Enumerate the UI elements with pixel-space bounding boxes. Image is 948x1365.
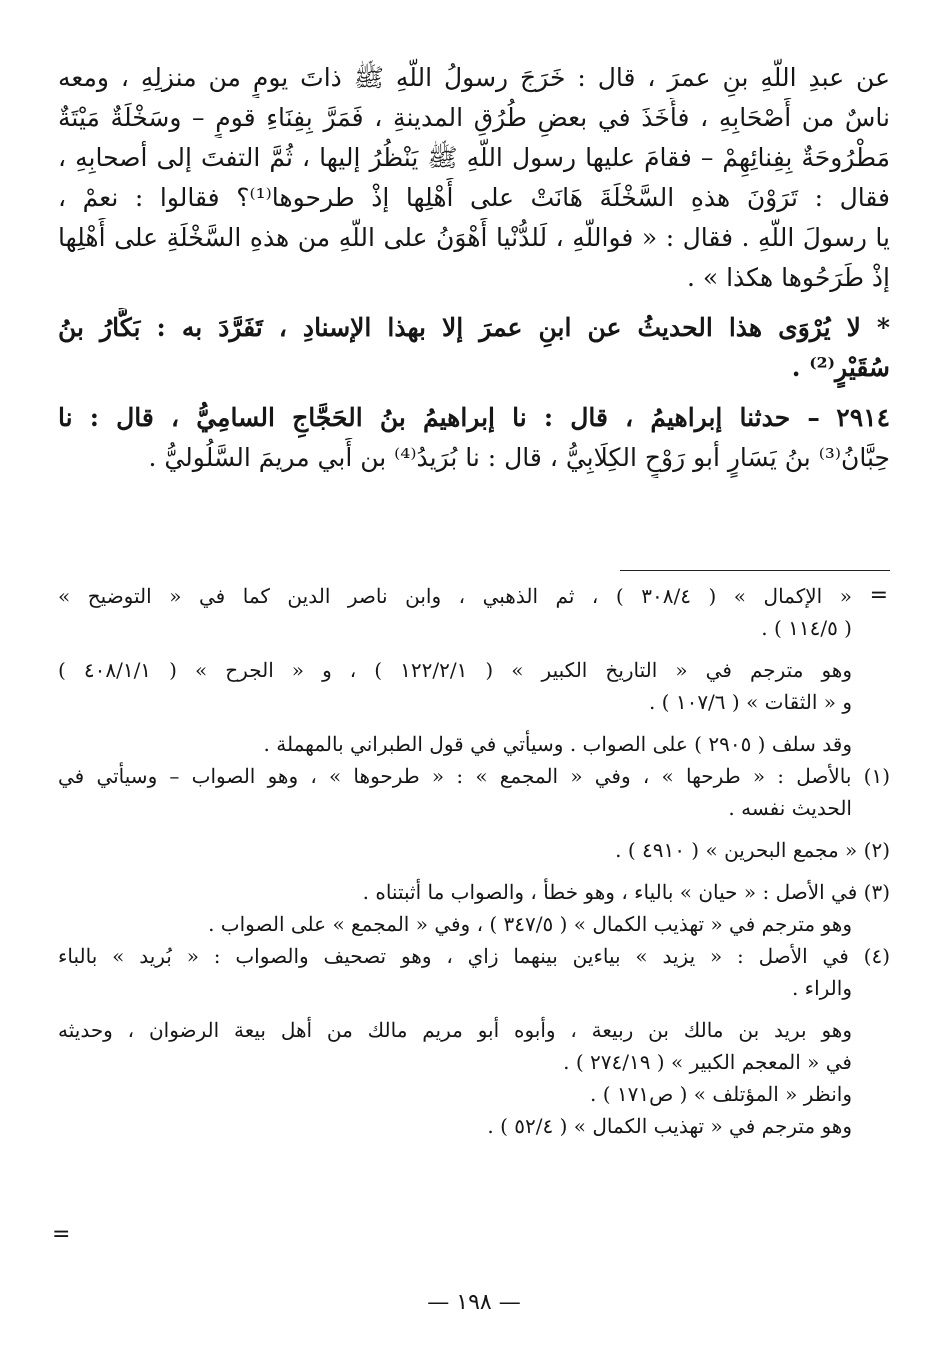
footnote-2: (٢) « مجمع البحرين » ( ٤٩١٠ ) .: [615, 838, 890, 862]
continued-marker: =: [869, 583, 888, 608]
footnote-line: « الإكمال » ( ٣٠٨/٤ ) ، ثم الذهبي ، وابن ناصر الدين كما في « التوضيح »: [58, 584, 852, 608]
footnote-4: (٤) في الأصل : « يزيد » بياءين بينهما زاي ، وهو تصحيف والصواب : « بُريد » بالباء: [58, 944, 890, 968]
hadith-heading-line: [58, 398, 890, 438]
page-number: — ١٩٨ —: [427, 1290, 521, 1315]
main-text: [58, 58, 890, 478]
footnote-line: ( ١١٤/٥ ) .: [761, 616, 852, 640]
footnote-line: في « المعجم الكبير » ( ٢٧٤/١٩ ) .: [563, 1050, 852, 1074]
hadith-text-line: يا رسولَ اللّهِ . فقال : « فواللّهِ ، لَلدُّنْيا أَهْوَنُ على اللّهِ من هذهِ السَّخْلَةِ على أَهْلِها: [58, 223, 890, 252]
isnad-line: حِبَّانُ⁽³⁾ بنُ يَسَارٍ أبو رَوْحٍ الكِلَابِيُّ ، قال : نا بُرَيدُ⁽⁴⁾ بن أَبي مريمَ السَّلُوليُّ .: [148, 443, 890, 472]
footnote-divider: [620, 570, 890, 571]
footnotes: [58, 580, 890, 1142]
footnote-line: و « الثقات » ( ١٠٧/٦ ) .: [648, 690, 852, 714]
hadith-text-line: عن عبدِ اللّهِ بنِ عمرَ ، قال : خَرَجَ رسولُ اللّهِ ﷺ ذاتَ يومٍ من منزلِهِ ، ومعه: [58, 63, 890, 92]
footnote-3: (٣) في الأصل : « حيان » بالياء ، وهو خطأ ، والصواب ما أثبتناه .: [362, 880, 890, 904]
footnote-1: (١) بالأصل : « طرحها » ، وفي « المجمع » : « طرحوها » ، وهو الصواب – وسيأتي في: [58, 764, 890, 788]
footnote-line: وهو مترجم في « تهذيب الكمال » ( ٣٤٧/٥ ) ، وفي « المجمع » على الصواب .: [208, 912, 852, 936]
footnote-line: وهو بريد بن مالك بن ربيعة ، وأبوه أبو مريم مالك من أهل بيعة الرضوان ، وحديثه: [58, 1018, 852, 1042]
hadith-text-line: فقال : تَرَوْنَ هذهِ السَّخْلَةَ هَانَتْ على أَهْلِها إذْ طرحوها⁽¹⁾؟ فقالوا : نعمْ ،: [58, 183, 890, 212]
footnote-line: وقد سلف ( ٢٩٠٥ ) على الصواب . وسيأتي في قول الطبراني بالمهملة .: [263, 732, 852, 756]
footnote-line: وهو مترجم في « التاريخ الكبير » ( ١٢٢/٢/١ ) ، و « الجرح » ( ٤٠٨/١/١ ): [58, 658, 852, 682]
footnote-line: وانظر « المؤتلف » ( ص١٧١ ) .: [589, 1082, 852, 1106]
hadith-number: ٢٩١٤: [836, 403, 890, 432]
hadith-text-line: إذْ طَرَحُوها هكذا » .: [686, 263, 890, 292]
footnote-line: والراء .: [791, 976, 852, 1000]
commentary-line: سُقَيْرٍ⁽²⁾ .: [791, 353, 890, 382]
footnote-line: وهو مترجم في « تهذيب الكمال » ( ٥٢/٤ ) .: [487, 1114, 852, 1138]
isnad-text: – حدثنا إبراهيمُ ، قال : نا إبراهيمُ بنُ الحَجَّاجِ السامِيُّ ، قال : نا: [58, 403, 820, 432]
hadith-text-line: ناسٌ من أَصْحَابِهِ ، فأَخَذَ في بعضِ طُرُقِ المدينةِ ، فَمَرَّ بِفِنَاءِ قومٍ – وسَخْلَةٌ مَيْتَةٌ: [58, 103, 890, 132]
commentary-line: * لا يُرْوَى هذا الحديثُ عن ابنِ عمرَ إلا بهذا الإسنادِ ، تَفَرَّدَ به : بَكَّارُ بنُ: [58, 313, 890, 342]
continues-marker: =: [52, 1222, 71, 1247]
footnote-line: الحديث نفسه .: [728, 796, 852, 820]
hadith-text-line: مَطْرُوحَةٌ بِفِنائِهِمْ – فقامَ عليها رسول اللّهِ ﷺ يَنْظُرُ إليها ، ثُمَّ التفتَ إلى أصحابِهِ ،: [58, 143, 890, 172]
